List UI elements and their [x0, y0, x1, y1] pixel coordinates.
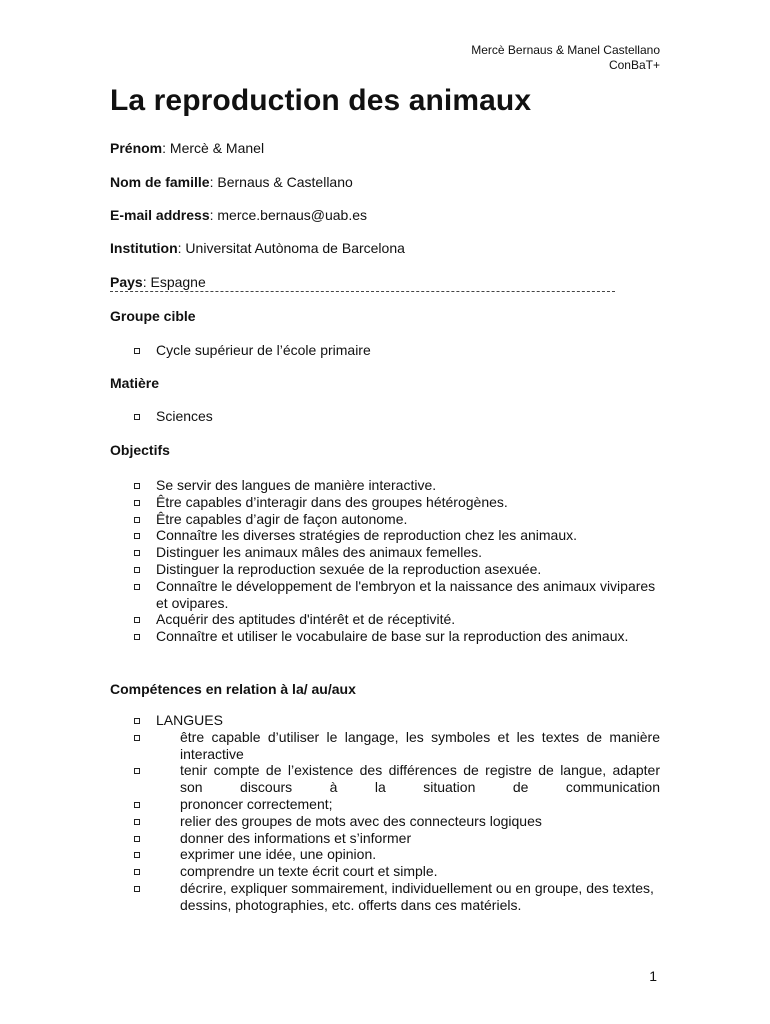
checkbox-bullet-icon — [134, 718, 140, 724]
checkbox-bullet-icon — [134, 348, 140, 354]
list-item: Se servir des langues de manière interactive. — [156, 477, 656, 494]
field-label: Pays — [110, 274, 143, 290]
field-label: Nom de famille — [110, 174, 210, 190]
checkbox-bullet-icon — [134, 483, 140, 489]
checkbox-bullet-icon — [134, 414, 140, 420]
checkbox-bullet-icon — [134, 869, 140, 875]
list-item: prononcer correctement; — [180, 796, 660, 813]
field-pays — [110, 274, 206, 290]
field-value: : Mercè & Manel — [162, 140, 265, 156]
document-title: La reproduction des animaux — [110, 84, 532, 117]
checkbox-bullet-icon — [134, 852, 140, 858]
page-number: 1 — [649, 968, 657, 984]
checkbox-bullet-icon — [134, 617, 140, 623]
checkbox-bullet-icon — [134, 584, 140, 590]
list-item: donner des informations et s’informer — [180, 830, 660, 847]
checkbox-bullet-icon — [134, 517, 140, 523]
checkbox-bullet-icon — [134, 819, 140, 825]
field-label: Prénom — [110, 140, 163, 156]
list-item: comprendre un texte écrit court et simple. — [180, 863, 660, 880]
dashed-divider — [110, 291, 615, 292]
list-item: être capable d’utiliser le langage, les symboles et les textes de manière interactive — [180, 729, 660, 763]
header-project: ConBaT+ — [608, 58, 660, 72]
list-item-category: LANGUES — [156, 712, 660, 729]
checkbox-bullet-icon — [134, 500, 140, 506]
list-item: Être capables d’agir de façon autonome. — [156, 511, 656, 528]
list-item: Connaître les diverses stratégies de reproduction chez les animaux. — [156, 527, 656, 544]
section-competences: Compétences en relation à la/ au/aux — [110, 681, 356, 697]
competences-list — [156, 712, 660, 914]
section-objectifs: Objectifs — [110, 442, 170, 458]
field-institution — [110, 240, 405, 256]
checkbox-bullet-icon — [134, 550, 140, 556]
list-item: Distinguer les animaux mâles des animaux femelles. — [156, 544, 656, 561]
checkbox-bullet-icon — [134, 886, 140, 892]
checkbox-bullet-icon — [134, 533, 140, 539]
field-label: E-mail address — [110, 207, 210, 223]
field-value: : Bernaus & Castellano — [209, 174, 353, 190]
field-prenom — [110, 140, 264, 156]
checkbox-bullet-icon — [134, 802, 140, 808]
checkbox-bullet-icon — [134, 567, 140, 573]
checkbox-bullet-icon — [134, 836, 140, 842]
section-matiere: Matière — [110, 375, 160, 391]
list-item: Sciences — [156, 408, 666, 425]
objectifs-list — [156, 477, 656, 645]
field-value: : Universitat Autònoma de Barcelona — [177, 240, 405, 256]
list-item: Connaître le développement de l'embryon et la naissance des animaux vivipares et ovipares. — [156, 578, 656, 612]
list-item: exprimer une idée, une opinion. — [180, 846, 660, 863]
list-item: tenir compte de l’existence des différences de registre de langue, adapter son discours à la situation de communication — [180, 762, 660, 796]
list-item: Acquérir des aptitudes d'intérêt et de réceptivité. — [156, 611, 656, 628]
checkbox-bullet-icon — [134, 735, 140, 741]
list-item: Distinguer la reproduction sexuée de la reproduction asexuée. — [156, 561, 656, 578]
list-item: décrire, expliquer sommairement, individuellement ou en groupe, des textes, dessins, photographies, etc. offerts dans ces matériels. — [180, 880, 660, 914]
groupe-cible-list — [156, 342, 666, 359]
field-email — [110, 207, 367, 223]
list-item: Être capables d’interagir dans des groupes hétérogènes. — [156, 494, 656, 511]
checkbox-bullet-icon — [134, 768, 140, 774]
page-header — [471, 43, 660, 73]
field-label: Institution — [110, 240, 178, 256]
field-value: : Espagne — [142, 274, 206, 290]
checkbox-bullet-icon — [134, 634, 140, 640]
list-item: Cycle supérieur de l’école primaire — [156, 342, 666, 359]
list-item: Connaître et utiliser le vocabulaire de base sur la reproduction des animaux. — [156, 628, 656, 645]
section-groupe-cible: Groupe cible — [110, 308, 196, 324]
list-item: relier des groupes de mots avec des connecteurs logiques — [180, 813, 660, 830]
matiere-list — [156, 408, 666, 425]
header-authors: Mercè Bernaus & Manel Castellano — [471, 43, 660, 57]
field-value: : merce.bernaus@uab.es — [209, 207, 368, 223]
field-nom-de-famille — [110, 174, 353, 190]
